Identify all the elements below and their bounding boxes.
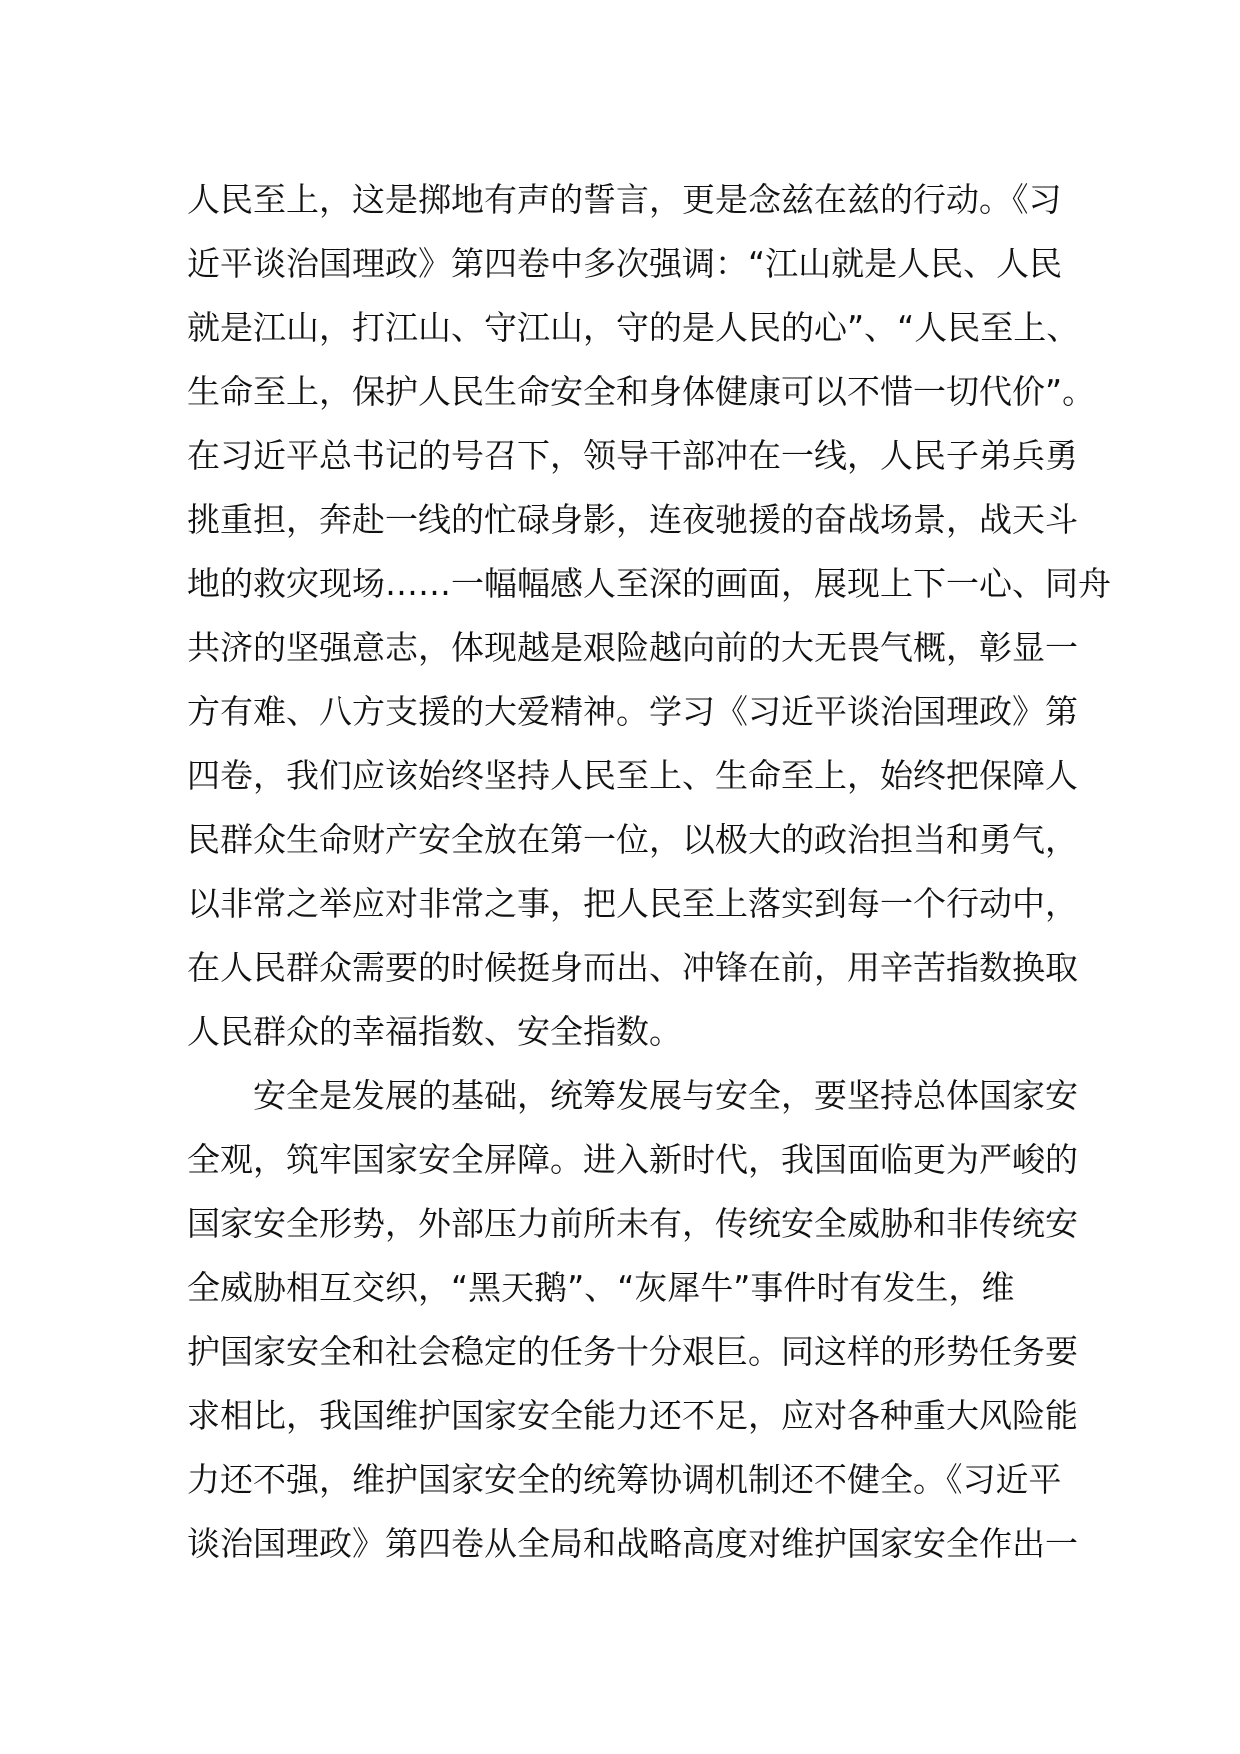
text-line: 民群众生命财产安全放在第一位，以极大的政治担当和勇气， — [187, 820, 1078, 859]
text-line: 挑重担，奔赴一线的忙碌身影，连夜驰援的奋战场景，战天斗 — [187, 500, 1078, 539]
text-line: 人民群众的幸福指数、安全指数。 — [187, 1012, 682, 1051]
text-line: 共济的坚强意志，体现越是艰险越向前的大无畏气概，彰显一 — [187, 628, 1078, 667]
text-line: 谈治国理政》第四卷从全局和战略高度对维护国家安全作出一 — [187, 1524, 1078, 1563]
text-line: 四卷，我们应该始终坚持人民至上、生命至上，始终把保障人 — [187, 756, 1078, 795]
text-line: 在习近平总书记的号召下，领导干部冲在一线，人民子弟兵勇 — [187, 436, 1078, 475]
text-line: 在人民群众需要的时候挺身而出、冲锋在前，用辛苦指数换取 — [187, 948, 1078, 987]
text-line: 近平谈治国理政》第四卷中多次强调：“江山就是人民、人民 — [187, 244, 1063, 283]
text-line: 力还不强，维护国家安全的统筹协调机制还不健全。《习近平 — [187, 1460, 1062, 1499]
text-line: 生命至上，保护人民生命安全和身体健康可以不惜一切代价”。 — [187, 372, 1096, 411]
body-text — [187, 168, 1111, 1576]
text-line: 全威胁相互交织，“黑天鹅”、“灰犀牛”事件时有发生，维 — [187, 1268, 1015, 1307]
text-line: 国家安全形势，外部压力前所未有，传统安全威胁和非传统安 — [187, 1204, 1078, 1243]
text-line: 以非常之举应对非常之事，把人民至上落实到每一个行动中， — [187, 884, 1078, 923]
text-line: 护国家安全和社会稳定的任务十分艰巨。同这样的形势任务要 — [187, 1332, 1078, 1371]
text-line: 就是江山，打江山、守江山，守的是人民的心”、“人民至上、 — [187, 308, 1080, 347]
text-line: 求相比，我国维护国家安全能力还不足，应对各种重大风险能 — [187, 1396, 1078, 1435]
text-line: 人民至上，这是掷地有声的誓言，更是念兹在兹的行动。《习 — [187, 180, 1062, 219]
text-line: 全观，筑牢国家安全屏障。进入新时代，我国面临更为严峻的 — [187, 1140, 1078, 1179]
paragraph-first-line: 安全是发展的基础，统筹发展与安全，要坚持总体国家安 — [253, 1076, 1078, 1115]
text-line: 地的救灾现场……一幅幅感人至深的画面，展现上下一心、同舟 — [187, 564, 1111, 603]
text-line: 方有难、八方支援的大爱精神。学习《习近平谈治国理政》第 — [187, 692, 1078, 731]
